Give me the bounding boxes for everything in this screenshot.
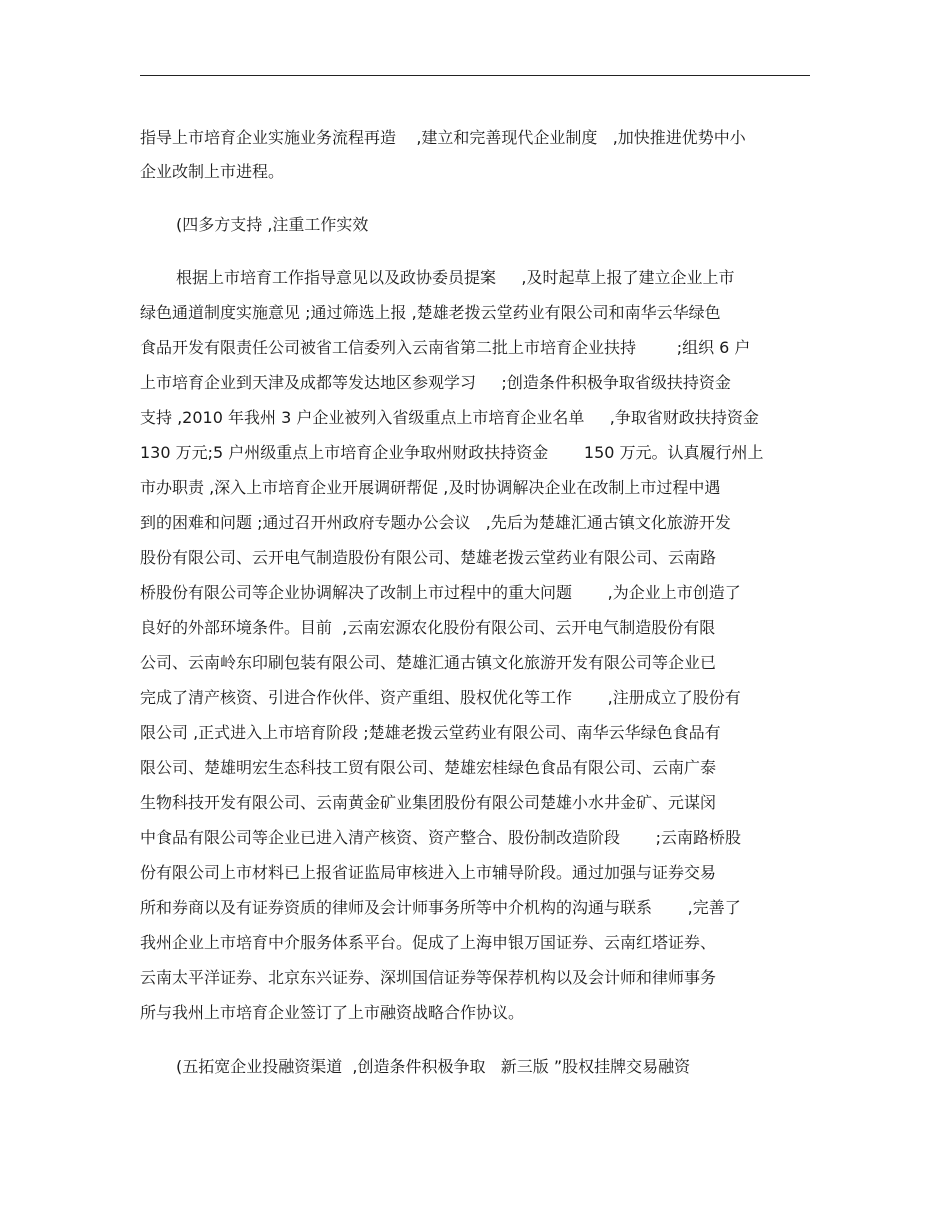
text-line: 良好的外部环境条件。目前 ,云南宏源农化股份有限公司、云开电气制造股份有限 [140, 618, 716, 637]
text-line: 份有限公司上市材料已上报省证监局审核进入上市辅导阶段。通过加强与证券交易 [140, 863, 717, 882]
text-line: 到的困难和问题 ;通过召开州政府专题办公会议 ,先后为楚雄汇通古镇文化旅游开发 [140, 513, 731, 532]
text-line: 支持 ,2010 年我州 3 户企业被列入省级重点上市培育企业名单 ,争取省财政扶持资金 [140, 408, 759, 427]
text-line: 云南太平洋证券、北京东兴证券、深圳国信证券等保荐机构以及会计师和律师事务 [140, 968, 717, 987]
text-line: 企业改制上市进程。 [140, 162, 285, 181]
text-line: 完成了清产核资、引进合作伙伴、资产重组、股权优化等工作 ,注册成立了股份有 [140, 688, 741, 707]
text-line: 中食品有限公司等企业已进入清产核资、资产整合、股份制改造阶段 ;云南路桥股 [140, 828, 741, 847]
text-line: 指导上市培育企业实施业务流程再造 ,建立和完善现代企业制度 ,加快推进优势中小 [140, 128, 746, 147]
text-line: 限公司 ,正式进入上市培育阶段 ;楚雄老拨云堂药业有限公司、南华云华绿色食品有 [140, 723, 721, 742]
text-line: 我州企业上市培育中介服务体系平台。促成了上海申银万国证券、云南红塔证券、 [140, 933, 717, 952]
text-line: 股份有限公司、云开电气制造股份有限公司、楚雄老拨云堂药业有限公司、云南路 [140, 548, 717, 567]
text-line: 130 万元;5 户州级重点上市培育企业争取州财政扶持资金 150 万元。认真履行州上 [140, 443, 764, 462]
text-line: 限公司、楚雄明宏生态科技工贸有限公司、楚雄宏桂绿色食品有限公司、云南广泰 [140, 758, 717, 777]
section-heading: (四多方支持 ,注重工作实效 [176, 215, 369, 234]
text-line: 生物科技开发有限公司、云南黄金矿业集团股份有限公司楚雄小水井金矿、元谋闵 [140, 793, 717, 812]
text-line: 桥股份有限公司等企业协调解决了改制上市过程中的重大问题 ,为企业上市创造了 [140, 583, 741, 602]
text-line: 绿色通道制度实施意见 ;通过筛选上报 ,楚雄老拨云堂药业有限公司和南华云华绿色 [140, 303, 721, 322]
text-line: 所和券商以及有证券资质的律师及会计师事务所等中介机构的沟通与联系 ,完善了 [140, 898, 741, 917]
section-heading: (五拓宽企业投融资渠道 ,创造条件积极争取 新三版 ”股权挂牌交易融资 [176, 1057, 691, 1076]
text-line: 上市培育企业到天津及成都等发达地区参观学习 ;创造条件积极争取省级扶持资金 [140, 373, 731, 392]
text-line: 根据上市培育工作指导意见以及政协委员提案 ,及时起草上报了建立企业上市 [176, 268, 735, 287]
text-line: 市办职责 ,深入上市培育企业开展调研帮促 ,及时协调解决企业在改制上市过程中遇 [140, 478, 721, 497]
header-rule [140, 75, 810, 76]
text-line: 所与我州上市培育企业签订了上市融资战略合作协议。 [140, 1003, 525, 1022]
text-line: 食品开发有限责任公司被省工信委列入云南省第二批上市培育企业扶持 ;组织 6 户 [140, 338, 751, 357]
text-line: 公司、云南岭东印刷包装有限公司、楚雄汇通古镇文化旅游开发有限公司等企业已 [140, 653, 717, 672]
